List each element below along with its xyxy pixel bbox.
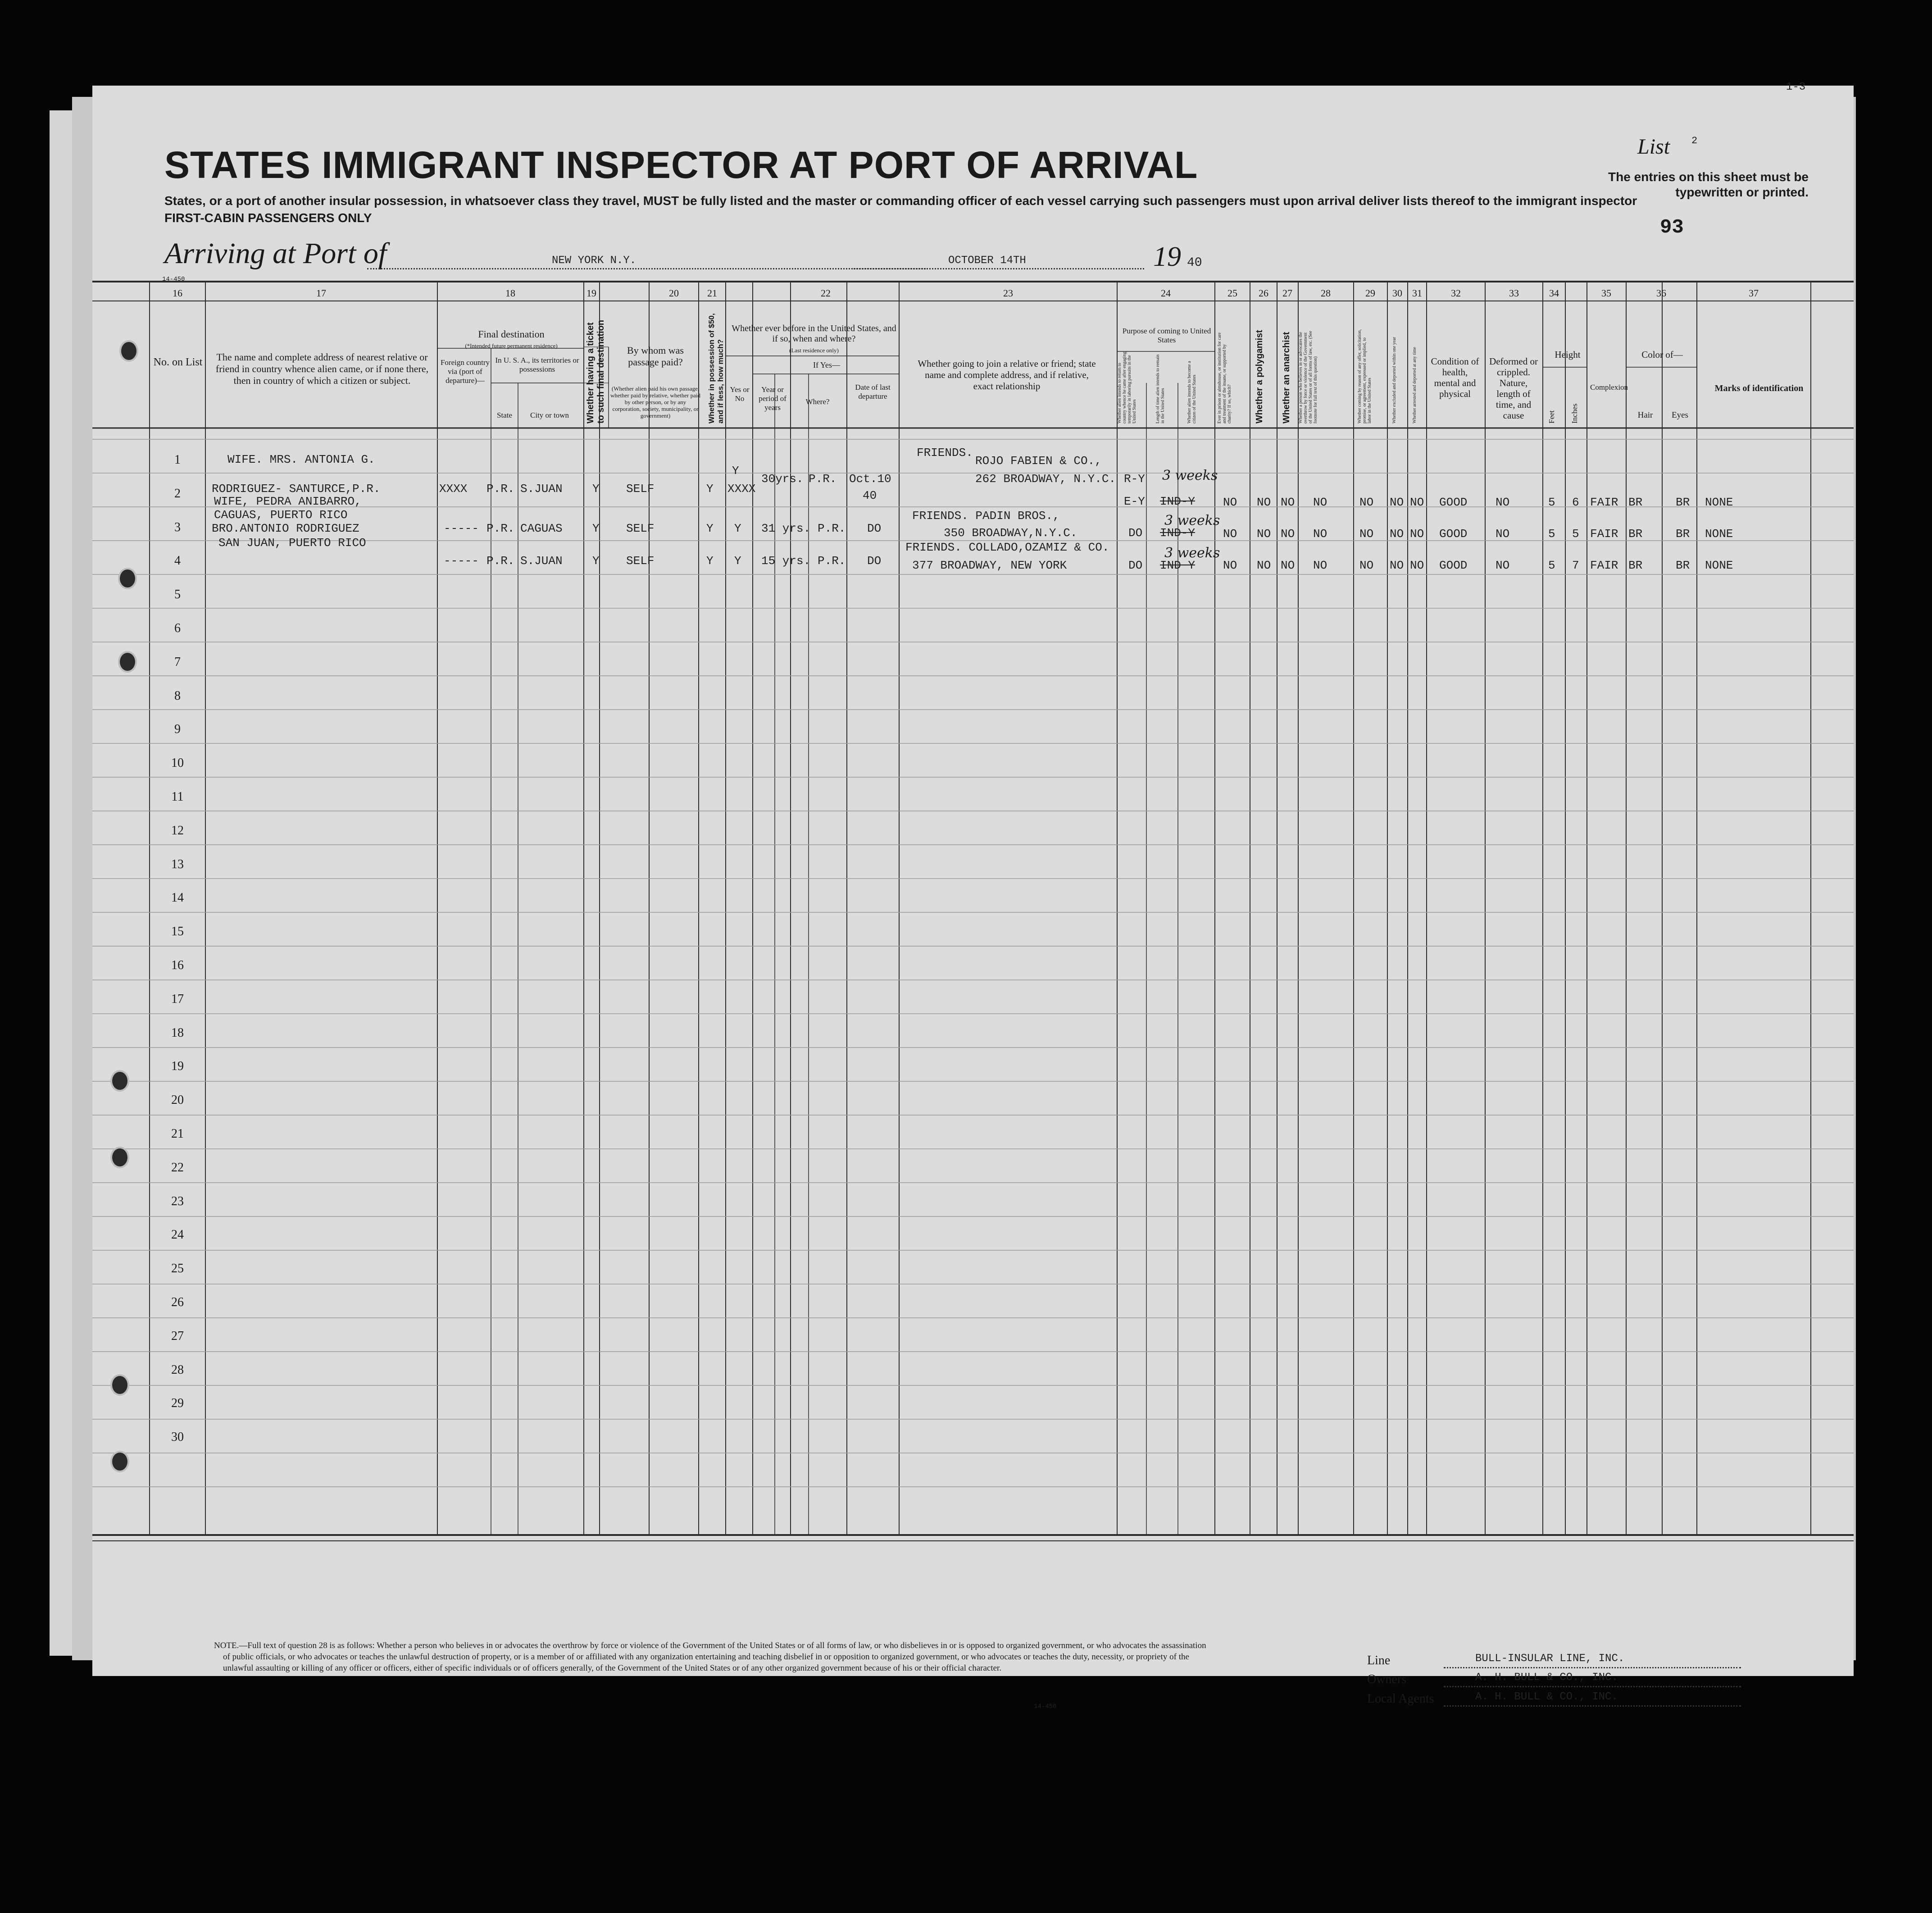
row-number: 12 xyxy=(171,823,184,838)
entry-overthrow: NO xyxy=(1313,559,1327,572)
entry-departure-date: DO xyxy=(867,554,882,568)
header-polygamist: Whether a polygamist xyxy=(1255,330,1264,424)
entry-marks: NONE xyxy=(1705,496,1733,509)
agents-value: A. H. BULL & CO., INC. xyxy=(1475,1691,1618,1703)
header-marks: Marks of identification xyxy=(1714,383,1804,393)
entry-prison: NO xyxy=(1223,527,1237,541)
column-number: 19 xyxy=(586,287,596,299)
entry-overthrow: NO xyxy=(1313,496,1327,509)
entry-eyes: BR xyxy=(1676,496,1690,509)
agents-label: Local Agents xyxy=(1367,1692,1434,1706)
entry-ticket: Y xyxy=(592,482,600,496)
binder-hole xyxy=(118,651,137,673)
entry-length: IND Y xyxy=(1160,559,1196,572)
entry-feet: 5 xyxy=(1548,527,1555,541)
agents-underline xyxy=(1444,1705,1741,1707)
entry-ever-before: Y xyxy=(734,554,741,568)
column-number: 21 xyxy=(707,287,717,299)
column-number: 32 xyxy=(1451,287,1461,299)
column-number: 23 xyxy=(1003,287,1013,299)
handwritten-duration: 3 weeks xyxy=(1164,513,1220,528)
row-number: 27 xyxy=(171,1329,184,1343)
header-passage-paid: By whom was passage paid? xyxy=(627,345,684,368)
entry-city: S.JUAN xyxy=(520,554,563,568)
entry-years: 31 yrs. xyxy=(761,522,811,535)
header-ever-before-sub: (Last residence only) xyxy=(789,347,839,354)
column-number: 27 xyxy=(1282,287,1292,299)
entry-relative: BRO.ANTONIO RODRIGUEZ xyxy=(212,522,359,535)
header-purpose-return: Whether alien intends to return to country whence he came after engaging temporarily in laboring pursuits in the United States xyxy=(1117,351,1137,424)
entry-state: P.R. xyxy=(486,482,515,496)
row-number: 13 xyxy=(171,857,184,871)
row-number: 30 xyxy=(171,1430,184,1444)
row-number: 11 xyxy=(171,790,184,804)
entry-ever-before-strike: XXXX xyxy=(727,482,756,496)
row-number: 10 xyxy=(171,756,184,770)
entry-where: P.R. xyxy=(818,554,846,568)
owners-underline xyxy=(1444,1686,1741,1687)
entry-feet: 5 xyxy=(1548,559,1555,572)
entry-prison: NO xyxy=(1223,496,1237,509)
entry-where: P.R. xyxy=(809,472,837,486)
entry-join-relative: FRIENDS. PADIN BROS., xyxy=(912,509,1060,523)
entry-complexion: FAIR xyxy=(1590,527,1618,541)
row-number: 6 xyxy=(174,621,181,635)
entry-fifty-dollars: Y xyxy=(706,554,714,568)
header-complexion: Complexion xyxy=(1590,383,1628,392)
entry-city: CAGUAS xyxy=(520,522,563,535)
question-28-footnote: NOTE.—Full text of question 28 is as follows: Whether a person who believes in or advocates the overthrow by force or violence of the Government of the United States or of all forms of law, or who disbelieves in or is opposed to organized government, or who advocates the assassination of public officials, or who advocates or teaches the unlawful destruction of property, or is a member of or affiliated with any organization entertaining and teaching disbelief in or opposition to organized government, or who advocates or teaches the duty, necessity, or propriety of the unlawful assaulting or killing of any officer or officers, either of specific individuals or of officers generally, of the Government of the United States or of any other organized government because of his or their official character. xyxy=(214,1641,1206,1673)
owners-value: A. H. BULL & CO., INC. xyxy=(1475,1672,1618,1684)
list-number: 2 xyxy=(1691,135,1698,146)
header-anarchist: Whether an anarchist xyxy=(1282,332,1291,424)
row-number: 9 xyxy=(174,722,181,737)
entry-marks: NONE xyxy=(1705,527,1733,541)
entry-eyes: BR xyxy=(1676,527,1690,541)
header-where: Where? xyxy=(805,397,830,406)
year-suffix: 40 xyxy=(1187,256,1202,270)
entry-deported: NO xyxy=(1410,527,1424,541)
entry-health: GOOD xyxy=(1439,527,1468,541)
column-number: 33 xyxy=(1509,287,1519,299)
entry-passage-paid: SELF xyxy=(626,482,655,496)
entry-purpose: DO xyxy=(1128,526,1143,540)
column-number: 31 xyxy=(1412,287,1422,299)
header-departure-date: Date of last departure xyxy=(855,383,891,401)
date-value: OCTOBER 14TH xyxy=(948,255,1026,267)
entry-join-relative: ROJO FABIEN & CO., xyxy=(975,454,1102,468)
header-ticket: Whether having a ticket to such final destination xyxy=(586,319,606,424)
entry-inches: 5 xyxy=(1572,527,1579,541)
header-ever-before: Whether ever before in the United States, and if so, when and where? xyxy=(732,323,896,344)
row-number: 4 xyxy=(174,554,181,568)
form-title: STATES IMMIGRANT INSPECTOR AT PORT OF ARRIVAL xyxy=(164,144,1198,186)
header-purpose-citizen: Whether alien intends to become a citizen of the United States xyxy=(1187,361,1197,424)
header-state: State xyxy=(497,411,512,419)
column-number: 20 xyxy=(669,287,679,299)
row-number: 17 xyxy=(171,992,184,1006)
entry-join-relative: FRIENDS. xyxy=(917,446,973,460)
row-number: 22 xyxy=(171,1160,184,1175)
entry-complexion: FAIR xyxy=(1590,559,1618,572)
header-if-yes: If Yes— xyxy=(813,360,840,369)
entry-departure-date: Oct.10 xyxy=(849,472,891,486)
row-number: 3 xyxy=(174,520,181,534)
column-number: 30 xyxy=(1392,287,1402,299)
header-labor-offer: Whether coming by reason of any offer, solicitation, promise, or agreement, expressed or implied, to labor in the United States xyxy=(1357,329,1372,424)
entry-relative: WIFE. MRS. ANTONIA G. xyxy=(227,453,375,466)
header-excluded: Whether excluded and deported within one year xyxy=(1392,337,1397,424)
row-number: 20 xyxy=(171,1093,184,1107)
entry-excluded: NO xyxy=(1390,559,1404,572)
header-years: Year or period of years xyxy=(759,385,786,412)
header-join-relative: Whether going to join a relative or friend; state name and complete address, and if relative, exact relationship xyxy=(918,358,1096,392)
year-prefix: 19 xyxy=(1153,241,1181,272)
row-number: 16 xyxy=(171,958,184,972)
column-number: 26 xyxy=(1259,287,1268,299)
entry-deformed: NO xyxy=(1496,527,1510,541)
column-number: 17 xyxy=(316,287,326,299)
header-overthrow: Whether a person who believes in or advocates the overthrow by force or violence of the Government of the United States or of all forms of law, etc. (See footnote for full text of this question) xyxy=(1298,331,1318,424)
entry-anarchist: NO xyxy=(1281,496,1295,509)
entry-feet: 5 xyxy=(1548,496,1555,509)
header-eyes: Eyes xyxy=(1672,410,1688,420)
entry-length: IND-Y xyxy=(1160,495,1196,508)
entry-state: P.R. xyxy=(486,522,515,535)
header-height: Height xyxy=(1555,349,1581,360)
header-foreign-country: Foreign country via (port of departure)— xyxy=(440,358,490,385)
entry-relative: CAGUAS, PUERTO RICO xyxy=(214,508,348,522)
binder-hole xyxy=(110,1374,129,1396)
footer-form-code: 14-450 xyxy=(1034,1703,1057,1710)
entry-foreign-country: ----- xyxy=(444,522,479,535)
sheet-number: 93 xyxy=(1660,216,1684,239)
row-number: 14 xyxy=(171,891,184,905)
entry-labor-offer: NO xyxy=(1359,496,1374,509)
column-number: 35 xyxy=(1601,287,1611,299)
column-number: 37 xyxy=(1749,287,1759,299)
binder-hole xyxy=(110,1451,129,1472)
header-prison: Ever in prison or almshouse, or institution for care and treatment of the insane, or supported by charity? If so, which? xyxy=(1217,332,1232,424)
entry-inches: 7 xyxy=(1572,559,1579,572)
binder-hole xyxy=(110,1147,129,1168)
form-code: 14-450 xyxy=(162,276,185,283)
list-label: List xyxy=(1637,135,1670,159)
port-value: NEW YORK N.Y. xyxy=(552,255,636,267)
entry-purpose: DO xyxy=(1128,559,1143,572)
header-final-destination-sub: (*Intended future permanent residence) xyxy=(465,342,558,349)
entry-health: GOOD xyxy=(1439,496,1468,509)
entry-eyes: BR xyxy=(1676,559,1690,572)
header-inches: Inches xyxy=(1570,403,1579,424)
row-number: 28 xyxy=(171,1362,184,1377)
header-feet: Feet xyxy=(1547,410,1556,424)
header-hair: Hair xyxy=(1637,410,1653,420)
row-number: 18 xyxy=(171,1025,184,1040)
entry-city: S.JUAN xyxy=(520,482,563,496)
header-final-destination: Final destination xyxy=(478,328,545,340)
entry-excluded: NO xyxy=(1390,527,1404,541)
line-label: Line xyxy=(1367,1653,1391,1667)
header-city: City or town xyxy=(530,411,569,419)
entry-deformed: NO xyxy=(1496,559,1510,572)
entry-labor-offer: NO xyxy=(1359,527,1374,541)
row-number: 8 xyxy=(174,688,181,703)
binder-hole xyxy=(110,1070,129,1092)
entry-ticket: Y xyxy=(592,554,600,568)
column-number: 16 xyxy=(173,287,182,299)
binder-hole xyxy=(119,340,138,362)
entry-hair: BR xyxy=(1628,527,1643,541)
row-number: 15 xyxy=(171,925,184,939)
entry-hair: BR xyxy=(1628,496,1643,509)
entry-state: P.R. xyxy=(486,554,515,568)
entry-foreign-country: ----- xyxy=(444,554,479,568)
entry-overthrow: NO xyxy=(1313,527,1327,541)
row-number: 29 xyxy=(171,1396,184,1411)
row-number: 2 xyxy=(174,486,181,501)
row-number: 26 xyxy=(171,1295,184,1309)
entry-fifty-dollars: Y xyxy=(706,482,714,496)
row-number: 1 xyxy=(174,453,181,467)
entry-relative: SAN JUAN, PUERTO RICO xyxy=(218,536,366,550)
row-number: 21 xyxy=(171,1127,184,1141)
entry-anarchist: NO xyxy=(1281,559,1295,572)
entry-years: 30yrs. xyxy=(761,472,804,486)
entry-fifty-dollars: Y xyxy=(706,522,714,535)
form-subtitle: States, or a port of another insular possession, in whatsoever class they travel, MUST be fully listed and the master or commanding officer of each vessel carrying such passengers must upon arrival deliver lists thereof to the immigrant inspector xyxy=(164,194,1637,208)
line-value: BULL-INSULAR LINE, INC. xyxy=(1475,1653,1625,1665)
entry-anarchist: NO xyxy=(1281,527,1295,541)
entry-ever-before: Y xyxy=(734,522,741,535)
manifest-grid xyxy=(92,86,1854,1676)
binder-hole xyxy=(118,568,137,589)
entry-hair: BR xyxy=(1628,559,1643,572)
entry-deformed: NO xyxy=(1496,496,1510,509)
header-passage-paid-sub: (Whether alien paid his own passage, whether paid by relative, whether paid by other person, or by any corporation, society, municipality, or government) xyxy=(610,385,700,419)
entry-purpose: E-Y xyxy=(1124,495,1145,508)
entry-health: GOOD xyxy=(1439,559,1468,572)
entry-passage-paid: SELF xyxy=(626,554,655,568)
form-class: FIRST-CABIN PASSENGERS ONLY xyxy=(164,211,372,225)
entry-purpose: R-Y xyxy=(1124,472,1145,486)
column-number: 25 xyxy=(1227,287,1237,299)
column-number: 28 xyxy=(1321,287,1331,299)
column-number: 18 xyxy=(505,287,515,299)
row-number: 23 xyxy=(171,1194,184,1208)
header-deported: Whether arrested and deported at any time xyxy=(1412,347,1417,424)
corner-mark: 1-3 xyxy=(1786,81,1806,93)
column-number: 24 xyxy=(1161,287,1171,299)
column-number: 36 xyxy=(1656,287,1666,299)
header-yes-no: Yes or No xyxy=(730,385,750,403)
entry-relative: WIFE, PEDRA ANIBARRO, xyxy=(214,495,362,508)
entry-join-relative: 377 BROADWAY, NEW YORK xyxy=(912,559,1067,572)
header-fifty-dollars: Whether in possession of $50, and if less, how much? xyxy=(707,313,725,424)
row-number: 5 xyxy=(174,588,181,602)
entry-polygamist: NO xyxy=(1257,496,1271,509)
entry-years: 15 yrs. xyxy=(761,554,811,568)
entry-relative: RODRIGUEZ- SANTURCE,P.R. xyxy=(212,482,381,496)
entry-complexion: FAIR xyxy=(1590,496,1618,509)
entry-ticket: Y xyxy=(592,522,600,535)
header-deformed: Deformed or crippled. Nature, length of time, and cause xyxy=(1489,356,1538,421)
header-color: Color of— xyxy=(1641,349,1683,360)
row-number: 7 xyxy=(174,655,181,669)
entry-deported: NO xyxy=(1410,496,1424,509)
entry-marks: NONE xyxy=(1705,559,1733,572)
column-number: 22 xyxy=(821,287,831,299)
entry-join-relative: 350 BROADWAY,N.Y.C. xyxy=(944,526,1077,540)
entry-length: IND-Y xyxy=(1160,526,1196,540)
column-number: 29 xyxy=(1365,287,1375,299)
entry-departure-date: 40 xyxy=(863,489,877,502)
header-no-on-list: No. on List xyxy=(153,356,203,368)
header-purpose: Purpose of coming to United States xyxy=(1122,327,1211,344)
entry-join-relative: FRIENDS. COLLADO,OZAMIZ & CO. xyxy=(905,541,1109,554)
header-in-usa: In U. S. A., its territories or possessions xyxy=(495,356,579,373)
owners-label: Owners xyxy=(1367,1672,1407,1686)
entry-where: P.R. xyxy=(818,522,846,535)
column-number: 34 xyxy=(1549,287,1559,299)
entry-departure-date: DO xyxy=(867,522,882,535)
entry-polygamist: NO xyxy=(1257,527,1271,541)
entry-ever-before: Y xyxy=(732,464,739,478)
header-health: Condition of health, mental and physical xyxy=(1431,356,1479,399)
row-number: 19 xyxy=(171,1059,184,1074)
entry-passage-paid: SELF xyxy=(626,522,655,535)
entry-polygamist: NO xyxy=(1257,559,1271,572)
row-number: 25 xyxy=(171,1262,184,1276)
entry-join-relative: 262 BROADWAY, N.Y.C. xyxy=(975,472,1116,486)
entry-excluded: NO xyxy=(1390,496,1404,509)
header-purpose-length: Length of time alien intends to remain in the United States xyxy=(1155,354,1165,424)
entry-inches: 6 xyxy=(1572,496,1579,509)
arriving-label: Arriving at Port of xyxy=(164,237,387,270)
line-underline xyxy=(1444,1667,1741,1668)
typewritten-note: The entries on this sheet must be typewritten or printed. xyxy=(1608,170,1809,199)
handwritten-duration: 3 weeks xyxy=(1164,545,1220,561)
row-number: 24 xyxy=(171,1228,184,1242)
entry-labor-offer: NO xyxy=(1359,559,1374,572)
header-relative: The name and complete address of nearest relative or friend in country whence alien came, or if none there, then in country of which a citizen or subject. xyxy=(215,351,429,386)
entry-prison: NO xyxy=(1223,559,1237,572)
entry-deported: NO xyxy=(1410,559,1424,572)
manifest-sheet xyxy=(92,81,1854,1710)
entry-foreign-country: XXXX xyxy=(439,482,468,496)
handwritten-duration: 3 weeks xyxy=(1162,468,1218,483)
